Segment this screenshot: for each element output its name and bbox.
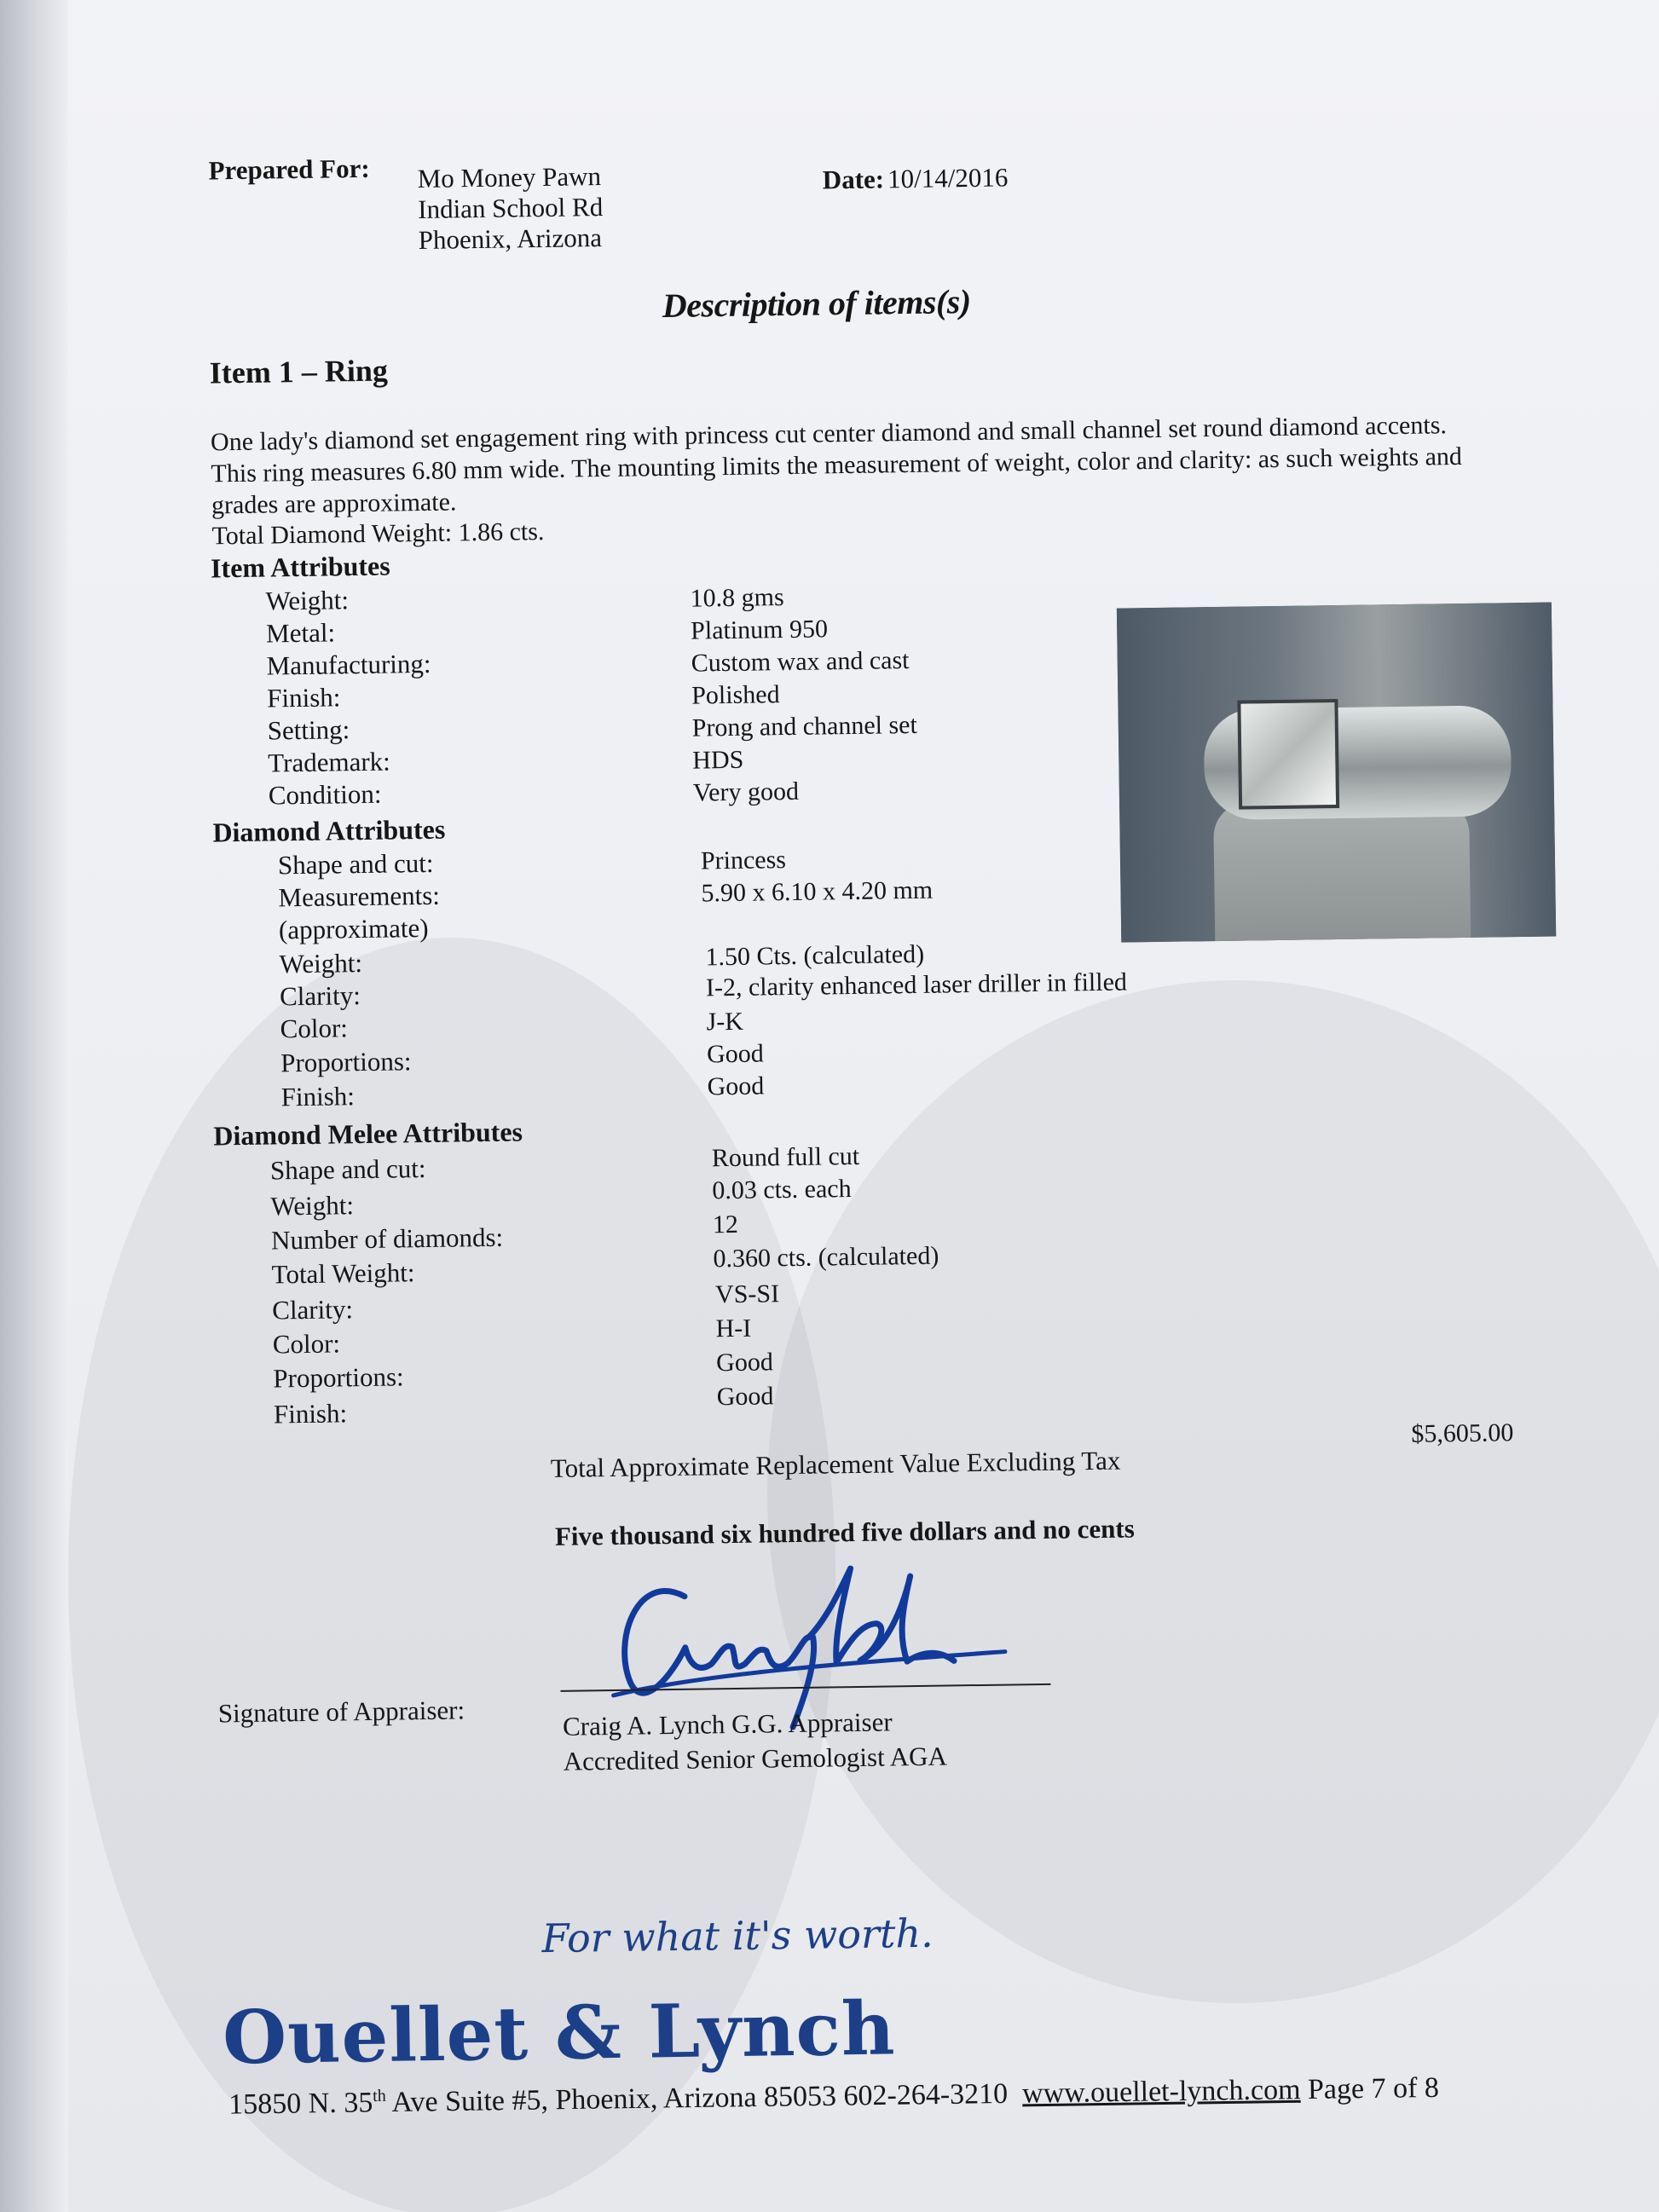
attr-label: Setting: [267, 714, 350, 746]
attr-label: Metal: [265, 617, 336, 649]
attr-value: Good [716, 1382, 774, 1412]
total-diamond-weight: Total Diamond Weight: 1.86 cts. [211, 517, 545, 551]
attr-label: Finish: [280, 1081, 356, 1112]
melee-attributes-heading: Diamond Melee Attributes [213, 1116, 523, 1152]
item-heading: Item 1 – Ring [209, 353, 389, 390]
total-value-label: Total Approximate Replacement Value Excluding Tax [550, 1445, 1121, 1483]
diamond-attributes-heading: Diamond Attributes [212, 813, 446, 848]
attr-value: Prong and channel set [691, 710, 918, 742]
attr-value: HDS [692, 745, 744, 775]
company-tagline: For what it's worth. [541, 1909, 934, 1962]
attr-label: Color: [280, 1013, 349, 1044]
attr-value: Good [715, 1348, 774, 1377]
attr-label: Clarity: [279, 980, 361, 1012]
attr-label: Shape and cut: [269, 1152, 426, 1186]
attr-value: VS-SI [714, 1279, 780, 1309]
attr-label: Condition: [268, 778, 382, 811]
attr-value: 0.03 cts. each [712, 1175, 852, 1205]
attr-value: 10.8 gms [690, 583, 784, 613]
attr-label: (approximate) [278, 912, 429, 945]
attr-label: Finish: [266, 682, 341, 713]
attr-label: Manufacturing: [266, 648, 431, 681]
prepared-for-line-1: Mo Money Pawn [417, 161, 602, 194]
attr-label: Weight: [265, 585, 350, 616]
attr-label: Total Weight: [271, 1257, 415, 1290]
company-logo: Ouellet & Lynch [222, 1985, 897, 2082]
item-description: One lady's diamond set engagement ring with princess cut center diamond and small channel set round diamond accents. This ring measures 6.80 mm wide. The mounting limits the measurement of weight, color and clarity: as such weights and grades are approximate. [210, 411, 1463, 520]
attr-value: Very good [692, 777, 800, 807]
attr-value: Princess [700, 846, 787, 875]
attr-value: Good [706, 1039, 764, 1069]
prepared-for-line-3: Phoenix, Arizona [418, 222, 603, 256]
attr-value: 12 [712, 1210, 739, 1239]
ring-photo [1117, 602, 1556, 942]
attr-label: Clarity: [271, 1294, 354, 1325]
prepared-for-label: Prepared For: [208, 153, 370, 186]
page-number: Page 7 of 8 [1307, 2071, 1440, 2105]
attr-value: 1.50 Cts. (calculated) [705, 939, 925, 972]
company-address [228, 2072, 1439, 2122]
signature-label: Signature of Appraiser: [217, 1695, 465, 1729]
address-ordinal: th [373, 2086, 386, 2105]
attr-value: Good [707, 1071, 765, 1101]
attr-label: Weight: [279, 948, 363, 979]
prepared-for-line-2: Indian School Rd [417, 191, 604, 225]
total-value-in-words: Five thousand six hundred five dollars and no cents [554, 1513, 1136, 1551]
date-label: Date: [822, 164, 885, 195]
item-attributes-heading: Item Attributes [210, 550, 390, 584]
attr-value: H-I [715, 1314, 752, 1343]
attr-label: Proportions: [273, 1361, 404, 1394]
attr-value: 5.90 x 6.10 x 4.20 mm [701, 875, 934, 908]
date-value: 10/14/2016 [887, 162, 1009, 194]
company-website-link[interactable]: www.ouellet-lynch.com [1021, 2074, 1301, 2110]
attr-label: Color: [272, 1328, 341, 1360]
attr-label: Measurements: [278, 880, 441, 913]
appraiser-title: Accredited Senior Gemologist AGA [563, 1741, 948, 1776]
attr-value: Polished [691, 680, 780, 710]
address-street: 15850 N. 35 [228, 2087, 373, 2121]
attr-label: Finish: [273, 1398, 348, 1429]
attr-value: 0.360 cts. (calculated) [713, 1241, 939, 1273]
attr-label: Number of diamonds: [270, 1222, 504, 1256]
attr-value: Platinum 950 [690, 615, 829, 645]
attr-value: I-2, clarity enhanced laser driller in filled [705, 967, 1128, 1002]
attr-label: Proportions: [280, 1046, 412, 1078]
attr-label: Shape and cut: [277, 847, 434, 881]
attr-value: Custom wax and cast [691, 646, 910, 678]
date-block [823, 162, 1009, 195]
attr-value: Round full cut [711, 1141, 860, 1173]
description-title: Description of items(s) [662, 281, 971, 326]
total-value-amount: $5,605.00 [1411, 1418, 1514, 1448]
appraiser-name: Craig A. Lynch G.G. Appraiser [562, 1707, 893, 1741]
address-rest: Ave Suite #5, Phoenix, Arizona 85053 602-264-3210 [385, 2077, 1009, 2119]
attr-label: Weight: [270, 1190, 355, 1222]
attr-label: Trademark: [268, 746, 391, 778]
attr-value: J-K [706, 1007, 744, 1037]
